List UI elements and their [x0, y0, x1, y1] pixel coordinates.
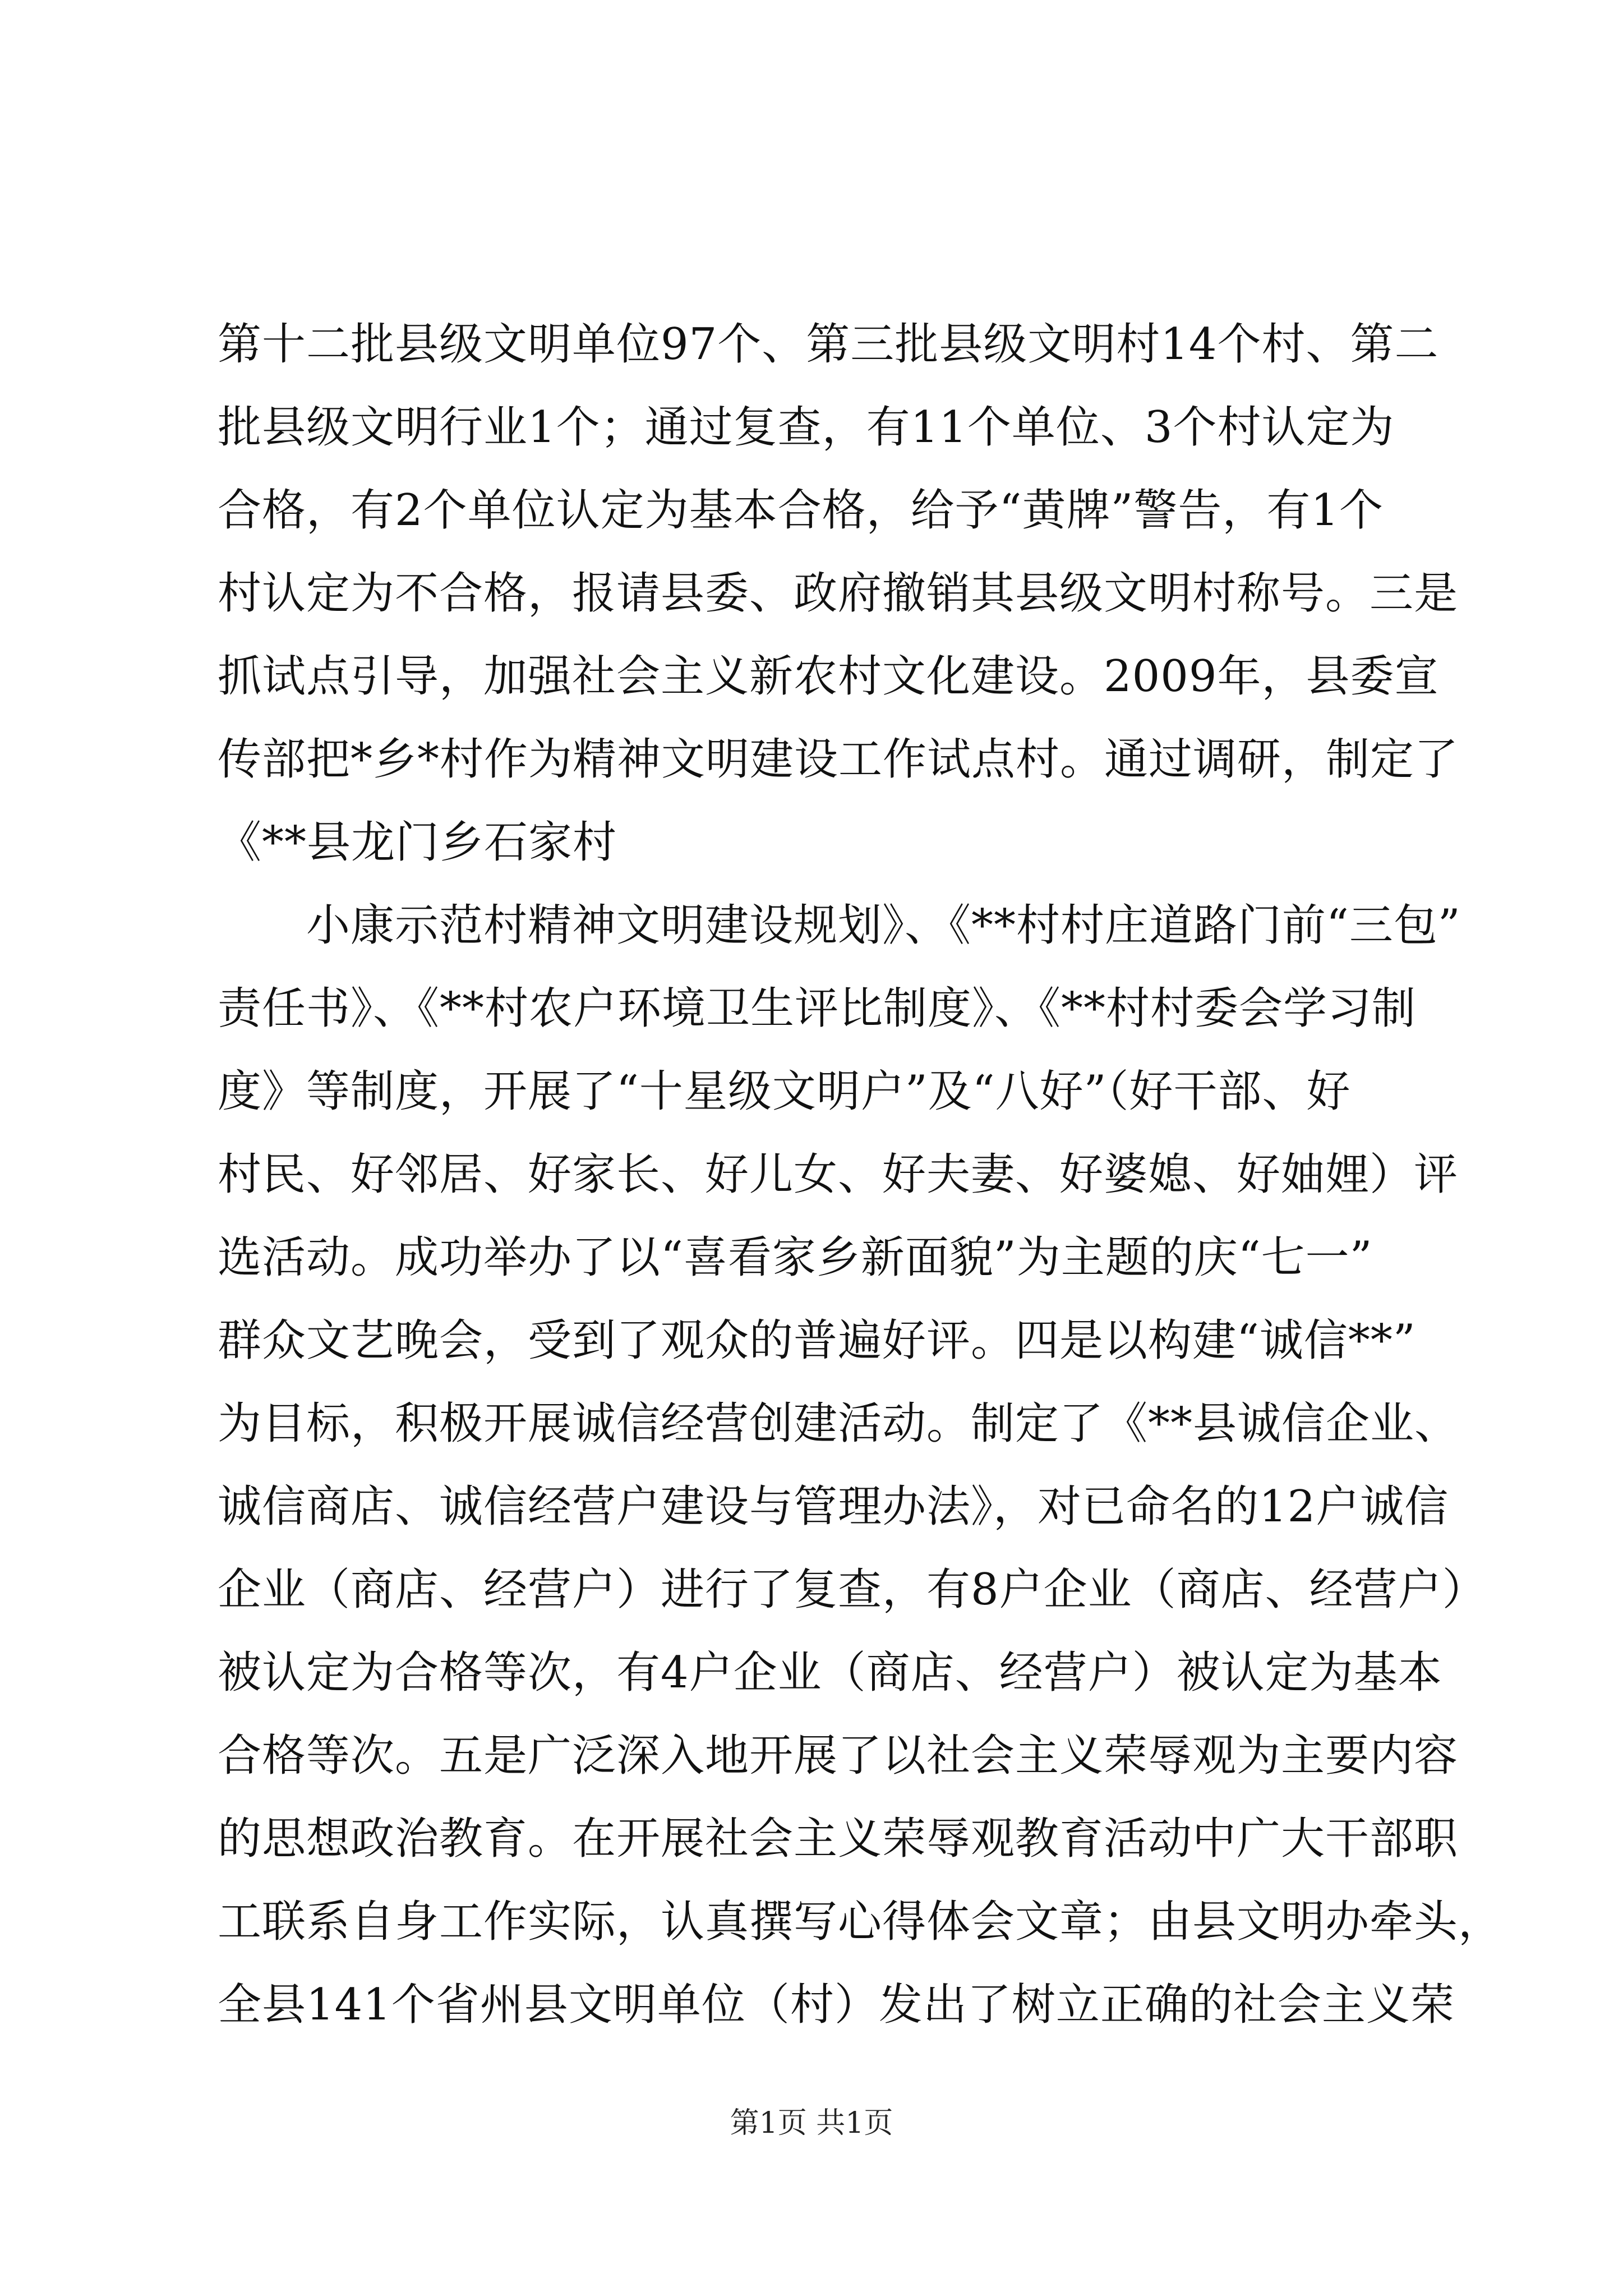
- text-line: 传部把*乡*村作为精神文明建设工作试点村。通过调研，制定了: [218, 734, 1459, 785]
- text-line: 村认定为不合格，报请县委、政府撤销其县级文明村称号。三是: [218, 568, 1459, 619]
- paragraph-start-line: 小康示范村精神文明建设规划》、《**村村庄道路门前“三包”: [306, 900, 1461, 951]
- text-line: 抓试点引导，加强社会主义新农村文化建设。2009年，县委宣: [218, 651, 1439, 702]
- text-line: 第十二批县级文明单位97个、第三批县级文明村14个村、第二: [218, 319, 1439, 370]
- text-line: 企业（商店、经营户）进行了复查，有8户企业（商店、经营户）: [218, 1565, 1487, 1615]
- text-line: 村民、好邻居、好家长、好儿女、好夫妻、好婆媳、好妯娌）评: [218, 1149, 1459, 1200]
- text-line: 选活动。成功举办了以“喜看家乡新面貌”为主题的庆“七一”: [218, 1232, 1373, 1283]
- text-line: 《**县龙门乡石家村: [218, 817, 617, 868]
- text-line: 诚信商店、诚信经营户建设与管理办法》，对已命名的12户诚信: [218, 1481, 1449, 1532]
- text-line: 的思想政治教育。在开展社会主义荣辱观教育活动中广大干部职: [218, 1814, 1459, 1864]
- body-text: [218, 303, 1503, 2046]
- text-line: 度》等制度，开展了“十星级文明户”及“八好”（好干部、好: [218, 1066, 1351, 1117]
- text-line: 合格等次。五是广泛深入地开展了以社会主义荣辱观为主要内容: [218, 1731, 1459, 1781]
- text-line: 合格，有2个单位认定为基本合格，给予“黄牌”警告，有1个: [218, 485, 1384, 536]
- text-line: 工联系自身工作实际，认真撰写心得体会文章；由县文明办牵头，: [218, 1897, 1503, 1947]
- page-number-label: 第1页 共1页: [730, 2106, 893, 2140]
- text-line: 批县级文明行业1个；通过复查，有11个单位、3个村认定为: [218, 402, 1395, 453]
- text-line: 责任书》、《**村农户环境卫生评比制度》、《**村村委会学习制: [218, 983, 1417, 1034]
- text-line: 全县141个省州县文明单位（村）发出了树立正确的社会主义荣: [218, 1980, 1455, 2030]
- text-line: 群众文艺晚会，受到了观众的普遍好评。四是以构建“诚信**”: [218, 1315, 1416, 1366]
- page-footer: [0, 2104, 1623, 2143]
- text-line: 被认定为合格等次，有4户企业（商店、经营户）被认定为基本: [218, 1648, 1442, 1698]
- text-line: 为目标，积极开展诚信经营创建活动。制定了《**县诚信企业、: [218, 1398, 1459, 1449]
